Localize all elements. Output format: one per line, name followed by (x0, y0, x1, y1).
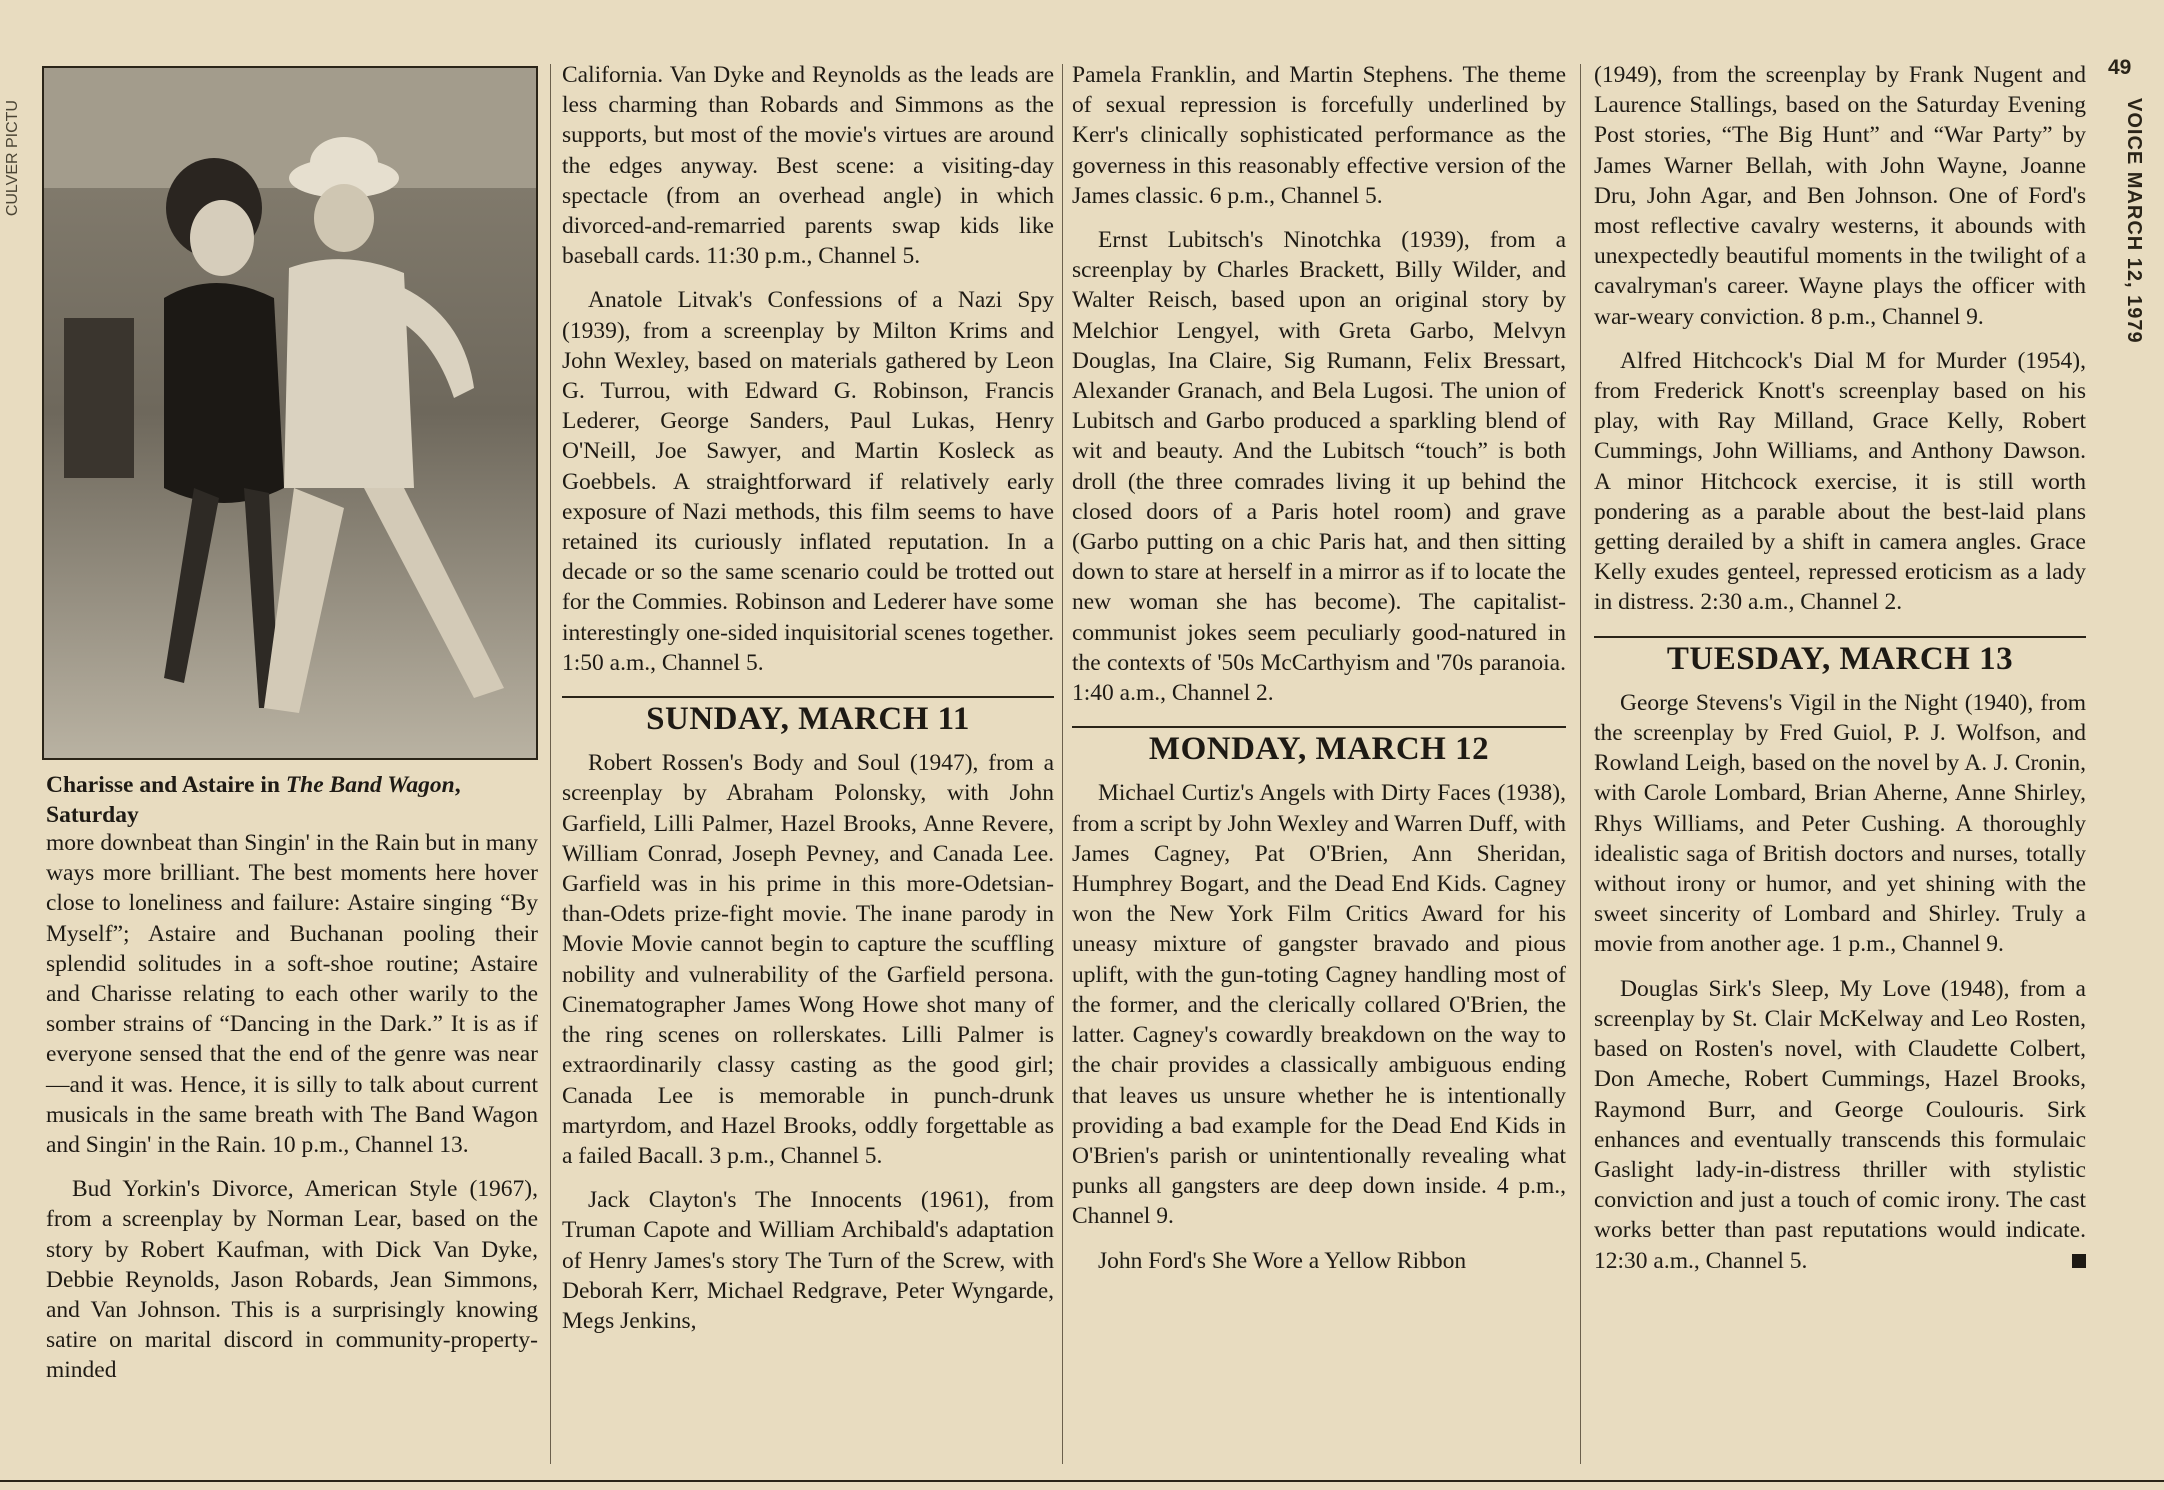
page-number: 49 (2108, 56, 2132, 79)
photo-caption (46, 770, 546, 830)
review-paragraph: George Stevens's Vigil in the Night (1940), from the screenplay by Fred Guiol, P. J. Wolfson, and Rowland Leigh, based on the novel by A. J. Cronin, with Carole Lombard, Brian Aherne, Anne Shirley, Rhys Williams, and Peter Cushing. A thoroughly idealistic saga of British doctors and nurses, totally without irony or humor, and yet shining with the sweet sincerity of Lombard and Shirley. Truly a movie from another age. 1 p.m., Channel 9. (1594, 689, 2086, 958)
review-paragraph: Alfred Hitchcock's Dial M for Murder (1954), from Frederick Knott's screenplay based on his play, with Ray Milland, Grace Kelly, Robert Cummings, John Williams, and Anthony Dawson. A minor Hitchcock exercise, it is still worth pondering as a parable about the best-laid plans getting derailed by a shift in camera angles. Grace Kelly exudes genteel, repressed eroticism as a lady in distress. 2:30 a.m., Channel 2. (1594, 347, 2086, 616)
caption-text: Charisse and Astaire in (46, 772, 286, 798)
column-3 (1072, 60, 1566, 1290)
day-heading: SUNDAY, MARCH 11 (562, 696, 1054, 734)
photo-credit: CULVER PICTU (4, 100, 21, 217)
column-divider (1062, 64, 1063, 1464)
column-1 (46, 828, 538, 1400)
review-paragraph: Robert Rossen's Body and Soul (1947), from a screenplay by Abraham Polonsky, with John Garfield, Lilli Palmer, Hazel Brooks, Anne Revere, William Conrad, Joseph Pevney, and Canada Lee. Garfield was in his prime in this more-Odetsian-than-Odets prize-fight movie. The inane parody in Movie Movie cannot begin to capture the scuffling nobility and vulnerability of the Garfield persona. Cinematographer James Wong Howe shot many of the ring scenes on rollerskates. Lilli Palmer is extraordinarily classy casting as the good girl; Canada Lee is memorable in punch-drunk martyrdom, and Hazel Brooks, oddly forgettable as a failed Bacall. 3 p.m., Channel 5. (562, 750, 1054, 1169)
review-paragraph: Anatole Litvak's Confessions of a Nazi Spy (1939), from a screenplay by Milton Krims and John Wexley, based on materials gathered by Leon G. Turrou, with Edward G. Robinson, Francis Lederer, George Sanders, Paul Lukas, Henry O'Neill, Joe Sawyer, and Martin Kosleck as Goebbels. A straightforward if relatively early exposure of Nazi methods, this film seems to have retained its curiously inflated reputation. In a decade or so the same scenario could be trotted out for the Commies. Robinson and Lederer have some interestingly one-sided inquisitorial scenes together. 1:50 a.m., Channel 5. (562, 287, 1054, 676)
end-mark-icon (2072, 1254, 2086, 1268)
review-paragraph: Michael Curtiz's Angels with Dirty Faces (1938), from a script by John Wexley and Warren Duff, with James Cagney, Pat O'Brien, Ann Sheridan, Humphrey Bogart, and the Dead End Kids. Cagney won the New York Film Critics Award for his uneasy mixture of gangster bravado and pious uplift, with the gun-toting Cagney handling most of the former, and the clerically collared O'Brien, the latter. Cagney's cowardly breakdown on the way to the chair provides a classically ambiguous ending that leaves us unsure whether he is intentionally providing a bad example for the Dead End Kids in O'Brien's parish or unintentionally revealing what punks all gangsters are deep down inside. 4 p.m., Channel 9. (1072, 780, 1566, 1230)
review-paragraph: California. Van Dyke and Reynolds as the leads are less charming than Robards and Simmons as the supports, but most of the movie's virtues are around the edges anyway. Best scene: a visiting-day spectacle (from an overhead angle) in which divorced-and-remarried parents swap kids like baseball cards. 11:30 p.m., Channel 5. (562, 62, 1054, 270)
bottom-rule (0, 1480, 2164, 1482)
review-paragraph: Ernst Lubitsch's Ninotchka (1939), from a screenplay by Charles Brackett, Billy Wilder, and Walter Reisch, based upon an original story by Melchior Lengyel, with Greta Garbo, Melvyn Douglas, Ina Claire, Sig Rumann, Felix Bressart, Alexander Granach, and Bela Lugosi. The union of Lubitsch and Garbo produced a sparkling blend of wit and beauty. And the Lubitsch “touch” is both droll (the three comrades living it up behind the closed doors of a Paris hotel room) and grave (Garbo putting on a chic Paris hat, and then sitting down to stare at herself in a mirror as if to locate the new woman she has become). The capitalist-communist jokes seem peculiarly good-natured in the contexts of '50s McCarthyism and '70s paranoia. 1:40 a.m., Channel 2. (1072, 227, 1566, 707)
day-heading: MONDAY, MARCH 12 (1072, 726, 1566, 764)
review-paragraph: Douglas Sirk's Sleep, My Love (1948), from a screenplay by St. Clair McKelway and Leo Rosten, based on Rosten's novel, with Claudette Colbert, Don Ameche, Robert Cummings, Hazel Brooks, Raymond Burr, and George Coulouris. Sirk enhances and eventually transcends this formulaic Gaslight lady-in-distress thriller with stylistic conviction and just a touch of comic irony. The cast works better than past reputations would indicate. 12:30 a.m., Channel 5. (1594, 975, 2086, 1274)
review-paragraph: Pamela Franklin, and Martin Stephens. The theme of sexual repression is forcefully underlined by Kerr's clinically sophisticated performance as the governess in this reasonably effective version of the James classic. 6 p.m., Channel 5. (1072, 62, 1566, 209)
caption-film-title: The Band Wagon (285, 772, 455, 798)
review-paragraph: Jack Clayton's The Innocents (1961), from Truman Capote and William Archibald's adaptation of Henry James's story The Turn of the Screw, with Deborah Kerr, Michael Redgrave, Peter Wyngarde, Megs Jenkins, (562, 1187, 1054, 1334)
column-4 (1594, 60, 2086, 1290)
review-paragraph: (1949), from the screenplay by Frank Nugent and Laurence Stallings, based on the Saturday Evening Post stories, “The Big Hunt” and “War Party” by James Warner Bellah, with John Wayne, Joanne Dru, John Agar, and Ben Johnson. One of Ford's most reflective cavalry westerns, it abounds with unexpectedly beautiful moments in the twilight of a cavalryman's career. Wayne plays the officer with war-weary conviction. 8 p.m., Channel 9. (1594, 62, 2086, 330)
review-paragraph: Bud Yorkin's Divorce, American Style (1967), from a screenplay by Norman Lear, based on the story by Robert Kaufman, with Dick Van Dyke, Debbie Reynolds, Jason Robards, Jean Simmons, and Van Johnson. This is a surprisingly knowing satire on marital discord in community-property-minded (46, 1176, 538, 1384)
column-2 (562, 60, 1054, 1350)
running-head: VOICE MARCH 12, 1979 (2123, 98, 2145, 344)
review-paragraph: John Ford's She Wore a Yellow Ribbon (1098, 1247, 1467, 1274)
column-divider (1580, 64, 1581, 1464)
day-heading: TUESDAY, MARCH 13 (1594, 636, 2086, 674)
film-still-photo (42, 66, 538, 760)
review-paragraph: more downbeat than Singin' in the Rain but in many ways more brilliant. The best moments here hover close to loneliness and failure: Astaire singing “By Myself”; Astaire and Buchanan pooling their splendid solitudes in a soft-shoe routine; Astaire and Charisse relating to each other warily to the somber strains of “Dancing in the Dark.” It is as if everyone sensed that the end of the genre was near—and it was. Hence, it is silly to talk about current musicals in the same breath with The Band Wagon and Singin' in the Rain. 10 p.m., Channel 13. (46, 830, 538, 1159)
caption-tail: , Saturday (46, 772, 461, 828)
dancers-illustration (44, 68, 536, 758)
column-divider (550, 64, 551, 1464)
